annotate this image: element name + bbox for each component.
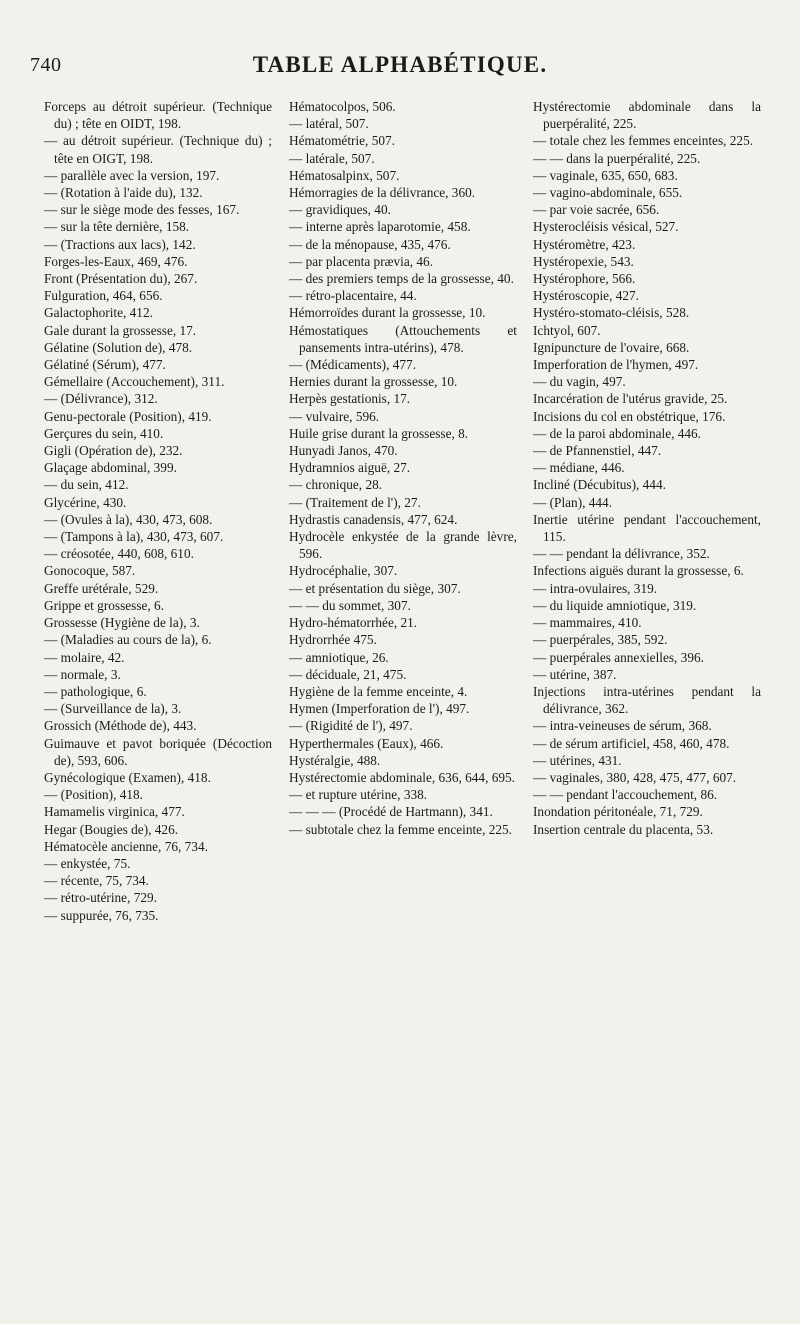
index-entry: Hémostatiques (Attouchements et pansements intra-utérins), 478. xyxy=(289,322,517,355)
index-entry: — sur la tête dernière, 158. xyxy=(44,219,190,235)
index-entry: Grossesse (Hygiène de la), 3. xyxy=(44,615,200,631)
index-entry: — totale chez les femmes enceintes, 225. xyxy=(533,133,754,149)
index-entry: — déciduale, 21, 475. xyxy=(289,666,407,682)
index-entry: — utérine, 387. xyxy=(533,666,617,682)
index-entry: Hystéroscopie, 427. xyxy=(533,288,639,304)
index-entry: — subtotale chez la femme enceinte, 225. xyxy=(289,821,513,837)
index-entry: Hémorroïdes durant la grossesse, 10. xyxy=(289,305,486,321)
index-column-3 xyxy=(533,98,761,838)
index-entry: Hygiène de la femme enceinte, 4. xyxy=(289,683,468,699)
index-entry: — parallèle avec la version, 197. xyxy=(44,167,220,183)
index-entry: Genu-pectorale (Position), 419. xyxy=(44,408,212,424)
index-entry: Herpès gestationis, 17. xyxy=(289,391,411,407)
index-entry: Gélatine (Solution de), 478. xyxy=(44,339,193,355)
index-entry: Hydrocèle enkystée de la grande lèvre, 596. xyxy=(289,529,517,562)
index-entry: Gynécologique (Examen), 418. xyxy=(44,769,211,785)
index-entry: Hyperthermales (Eaux), 466. xyxy=(289,735,444,751)
index-entry: Fulguration, 464, 656. xyxy=(44,288,163,304)
index-entry: — par voie sacrée, 656. xyxy=(533,202,660,218)
index-entry: Gigli (Opération de), 232. xyxy=(44,443,183,459)
index-entry: — normale, 3. xyxy=(44,666,121,682)
index-entry: — amniotique, 26. xyxy=(289,649,389,665)
index-entry: Gémellaire (Accouchement), 311. xyxy=(44,374,225,390)
index-entry: Ignipuncture de l'ovaire, 668. xyxy=(533,339,690,355)
index-entry: Hématométrie, 507. xyxy=(289,133,395,149)
index-entry: — (Délivrance), 312. xyxy=(44,391,158,407)
index-entry: Imperforation de l'hymen, 497. xyxy=(533,357,699,373)
index-entry: — sur le siège mode des fesses, 167. xyxy=(44,202,240,218)
index-entry: Hystérectomie abdominale, 636, 644, 695. xyxy=(289,769,515,785)
index-entry: Gélatiné (Sérum), 477. xyxy=(44,357,166,373)
index-entry: Hamamelis virginica, 477. xyxy=(44,804,185,820)
index-entry: — (Rotation à l'aide du), 132. xyxy=(44,185,203,201)
index-column-1 xyxy=(44,98,272,924)
index-entry: — puerpérales annexielles, 396. xyxy=(533,649,704,665)
index-entry: Glaçage abdominal, 399. xyxy=(44,460,177,476)
index-entry: Incliné (Décubitus), 444. xyxy=(533,477,666,493)
index-entry: Hématosalpinx, 507. xyxy=(289,167,400,183)
index-entry: — (Plan), 444. xyxy=(533,494,613,510)
index-entry: — de la ménopause, 435, 476. xyxy=(289,236,451,252)
index-entry: Inondation péritonéale, 71, 729. xyxy=(533,804,703,820)
index-entry: — récente, 75, 734. xyxy=(44,873,149,889)
index-entry: — latérale, 507. xyxy=(289,150,375,166)
index-entry: Front (Présentation du), 267. xyxy=(44,271,198,287)
index-entry: Gerçures du sein, 410. xyxy=(44,425,164,441)
index-entry: Ichtyol, 607. xyxy=(533,322,601,338)
index-entry: — de Pfannenstiel, 447. xyxy=(533,443,662,459)
index-entry: — (Tractions aux lacs), 142. xyxy=(44,236,196,252)
index-entry: — chronique, 28. xyxy=(289,477,383,493)
index-entry: — intra-ovulaires, 319. xyxy=(533,580,658,596)
index-entry: — vaginale, 635, 650, 683. xyxy=(533,167,678,183)
index-entry: Hydrastis canadensis, 477, 624. xyxy=(289,511,458,527)
index-entry: — rétro-placentaire, 44. xyxy=(289,288,417,304)
index-entry: — vaginales, 380, 428, 475, 477, 607. xyxy=(533,769,737,785)
index-entry: — (Tampons à la), 430, 473, 607. xyxy=(44,529,224,545)
index-entry: — molaire, 42. xyxy=(44,649,125,665)
running-title: TABLE ALPHABÉTIQUE. xyxy=(252,52,548,77)
index-entry: Huile grise durant la grossesse, 8. xyxy=(289,425,469,441)
index-entry: Forges-les-Eaux, 469, 476. xyxy=(44,253,188,269)
index-entry: — — pendant l'accouchement, 86. xyxy=(533,787,718,803)
index-entry: — enkystée, 75. xyxy=(44,855,131,871)
index-entry: Hystérectomie abdominale dans la puerpéralité, 225. xyxy=(533,99,761,132)
index-entry: Injections intra-utérines pendant la délivrance, 362. xyxy=(533,683,761,717)
index-entry: — par placenta prævia, 46. xyxy=(289,253,433,269)
index-entry: Greffe urétérale, 529. xyxy=(44,580,159,596)
index-entry: Hystérophore, 566. xyxy=(533,271,636,287)
index-entry: — — dans la puerpéralité, 225. xyxy=(533,150,701,166)
index-entry: — latéral, 507. xyxy=(289,116,369,132)
index-entry: — du liquide amniotique, 319. xyxy=(533,597,697,613)
index-entry: Hématocèle ancienne, 76, 734. xyxy=(44,838,208,854)
index-entry: Gonocoque, 587. xyxy=(44,563,136,579)
index-entry: Hydrorrhée 475. xyxy=(289,632,377,648)
index-entry: Guimauve et pavot boriquée (Décoction de), 593, 606. xyxy=(44,735,272,768)
index-entry: Incisions du col en obstétrique, 176. xyxy=(533,408,726,424)
index-entry: — rétro-utérine, 729. xyxy=(44,890,157,906)
index-entry: Hymen (Imperforation de l'), 497. xyxy=(289,701,470,717)
index-entry: — — du sommet, 307. xyxy=(289,597,411,613)
index-entry: Grossich (Méthode de), 443. xyxy=(44,718,197,734)
index-entry: — vagino-abdominale, 655. xyxy=(533,185,683,201)
index-entry: Hegar (Bougies de), 426. xyxy=(44,821,179,837)
index-entry: — (Surveillance de la), 3. xyxy=(44,701,182,717)
index-entry: — mammaires, 410. xyxy=(533,615,642,631)
index-entry: Hunyadi Janos, 470. xyxy=(289,443,398,459)
index-entry: — interne après laparotomie, 458. xyxy=(289,219,471,235)
page-number: 740 xyxy=(30,54,62,76)
index-entry: — et rupture utérine, 338. xyxy=(289,787,428,803)
index-entry: — (Maladies au cours de la), 6. xyxy=(44,632,212,648)
index-entry: — du vagin, 497. xyxy=(533,374,626,390)
index-entry: — médiane, 446. xyxy=(533,460,625,476)
index-entry: — (Position), 418. xyxy=(44,787,143,803)
index-entry: Hydrocéphalie, 307. xyxy=(289,563,398,579)
index-entry: Glycérine, 430. xyxy=(44,494,127,510)
index-entry: Inertie utérine pendant l'accouchement, 115. xyxy=(533,511,761,545)
index-entry: — au détroit supérieur. (Technique du) ; tête en OIGT, 198. xyxy=(44,133,272,166)
index-entry: — (Rigidité de l'), 497. xyxy=(289,718,413,734)
index-entry: Hémorragies de la délivrance, 360. xyxy=(289,185,476,201)
index-entry: — des premiers temps de la grossesse, 40. xyxy=(289,271,514,287)
index-entry: Hématocolpos, 506. xyxy=(289,99,396,114)
index-entry: — suppurée, 76, 735. xyxy=(44,907,159,923)
index-entry: Hydro-hématorrhée, 21. xyxy=(289,615,418,631)
index-entry: — vulvaire, 596. xyxy=(289,408,380,424)
index-entry: — intra-veineuses de sérum, 368. xyxy=(533,718,712,734)
index-entry: — (Ovules à la), 430, 473, 608. xyxy=(44,511,213,527)
index-entry: Incarcération de l'utérus gravide, 25. xyxy=(533,391,728,407)
index-entry: — gravidiques, 40. xyxy=(289,202,391,218)
index-entry: Hernies durant la grossesse, 10. xyxy=(289,374,458,390)
index-entry: — — — (Procédé de Hartmann), 341. xyxy=(289,804,493,820)
index-entry: Hystéro-stomato-cléisis, 528. xyxy=(533,305,690,321)
index-entry: — (Traitement de l'), 27. xyxy=(289,494,421,510)
index-entry: — — pendant la délivrance, 352. xyxy=(533,546,710,562)
index-column-2 xyxy=(289,98,517,838)
index-entry: Insertion centrale du placenta, 53. xyxy=(533,821,714,837)
index-entry: — (Médicaments), 477. xyxy=(289,357,417,373)
index-entry: Hydramnios aiguë, 27. xyxy=(289,460,411,476)
index-entry: — et présentation du siège, 307. xyxy=(289,580,461,596)
index-entry: Hysterocléisis vésical, 527. xyxy=(533,219,679,235)
index-entry: — puerpérales, 385, 592. xyxy=(533,632,668,648)
index-entry: Hystéralgie, 488. xyxy=(289,752,381,768)
index-entry: — du sein, 412. xyxy=(44,477,129,493)
index-entry: — de la paroi abdominale, 446. xyxy=(533,425,702,441)
index-entry: Infections aiguës durant la grossesse, 6. xyxy=(533,563,744,579)
index-entry: Hystéromètre, 423. xyxy=(533,236,636,252)
index-entry: Grippe et grossesse, 6. xyxy=(44,597,165,613)
page-header xyxy=(30,48,770,88)
index-entry: Hystéropexie, 543. xyxy=(533,253,634,269)
index-entry: — pathologique, 6. xyxy=(44,683,147,699)
index-entry: Forceps au détroit supérieur. (Technique du) ; tête en OIDT, 198. xyxy=(44,99,272,132)
index-entry: Galactophorite, 412. xyxy=(44,305,153,321)
index-entry: Gale durant la grossesse, 17. xyxy=(44,322,197,338)
index-entry: — créosotée, 440, 608, 610. xyxy=(44,546,194,562)
index-entry: — utérines, 431. xyxy=(533,752,622,768)
index-entry: — de sérum artificiel, 458, 460, 478. xyxy=(533,735,730,751)
